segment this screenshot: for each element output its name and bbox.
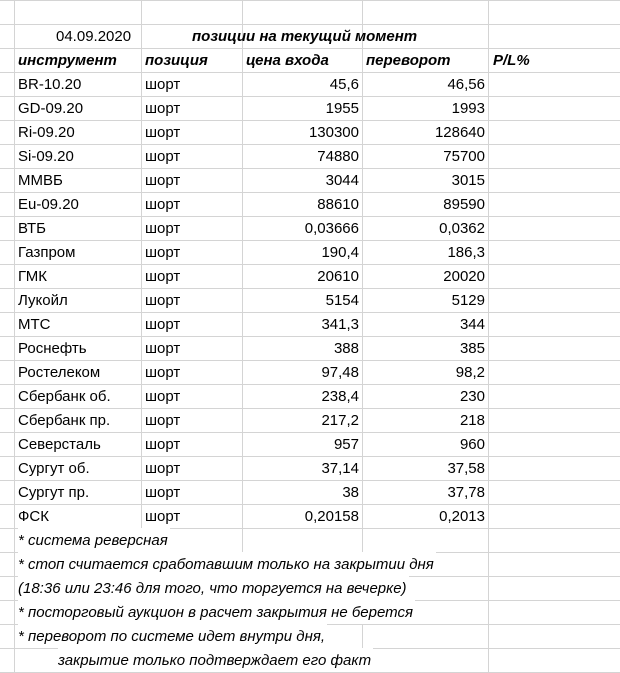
entry-price-cell[interactable]: 1955 [325, 100, 359, 117]
entry-price-cell[interactable]: 957 [333, 436, 359, 453]
header-position[interactable]: позиция [145, 52, 208, 69]
reversal-cell[interactable]: 218 [459, 412, 485, 429]
instrument-cell[interactable]: Сургут пр. [18, 484, 90, 501]
table-row [0, 384, 620, 408]
entry-price-cell[interactable]: 0,20158 [304, 508, 359, 525]
entry-price-cell[interactable]: 74880 [317, 148, 359, 165]
table-row [0, 408, 620, 432]
position-cell[interactable]: шорт [145, 196, 181, 213]
position-cell[interactable]: шорт [145, 244, 181, 261]
position-cell[interactable]: шорт [145, 484, 181, 501]
table-row [0, 192, 620, 216]
reversal-cell[interactable]: 46,56 [447, 76, 485, 93]
table-row [0, 168, 620, 192]
position-cell[interactable]: шорт [145, 76, 181, 93]
reversal-cell[interactable]: 1993 [451, 100, 485, 117]
position-cell[interactable]: шорт [145, 100, 181, 117]
table-row [0, 240, 620, 264]
table-row [0, 144, 620, 168]
instrument-cell[interactable]: Eu-09.20 [18, 196, 79, 213]
reversal-cell[interactable]: 3015 [451, 172, 485, 189]
entry-price-cell[interactable]: 190,4 [321, 244, 359, 261]
instrument-cell[interactable]: Si-09.20 [18, 148, 74, 165]
position-cell[interactable]: шорт [145, 124, 181, 141]
title-row [0, 24, 620, 48]
instrument-cell[interactable]: ММВБ [18, 172, 63, 189]
instrument-cell[interactable]: Газпром [18, 244, 76, 261]
table-row [0, 312, 620, 336]
instrument-cell[interactable]: Лукойл [18, 292, 68, 309]
table-row [0, 96, 620, 120]
reversal-cell[interactable]: 385 [459, 340, 485, 357]
reversal-cell[interactable]: 960 [459, 436, 485, 453]
table-row [0, 504, 620, 528]
reversal-cell[interactable]: 128640 [434, 124, 485, 141]
entry-price-cell[interactable]: 0,03666 [304, 220, 359, 237]
reversal-cell[interactable]: 20020 [443, 268, 485, 285]
entry-price-cell[interactable]: 20610 [317, 268, 359, 285]
table-row [0, 120, 620, 144]
note-line: * посторговый аукцион в расчет закрытия не берется [18, 600, 415, 624]
position-cell[interactable]: шорт [145, 388, 181, 405]
reversal-cell[interactable]: 37,78 [447, 484, 485, 501]
reversal-cell[interactable]: 186,3 [447, 244, 485, 261]
date-cell[interactable]: 04.09.2020 [56, 28, 132, 45]
sheet-title[interactable]: позиции на текущий момент [192, 28, 418, 45]
position-cell[interactable]: шорт [145, 148, 181, 165]
position-cell[interactable]: шорт [145, 340, 181, 357]
table-row [0, 72, 620, 96]
position-cell[interactable]: шорт [145, 412, 181, 429]
header-entry-price[interactable]: цена входа [246, 52, 329, 69]
reversal-cell[interactable]: 37,58 [447, 460, 485, 477]
instrument-cell[interactable]: BR-10.20 [18, 76, 82, 93]
note-line: * переворот по системе идет внутри дня, [18, 624, 327, 648]
reversal-cell[interactable]: 230 [459, 388, 485, 405]
reversal-cell[interactable]: 98,2 [455, 364, 485, 381]
header-instrument[interactable]: инструмент [18, 52, 117, 69]
position-cell[interactable]: шорт [145, 172, 181, 189]
position-cell[interactable]: шорт [145, 316, 181, 333]
reversal-cell[interactable]: 75700 [443, 148, 485, 165]
entry-price-cell[interactable]: 217,2 [321, 412, 359, 429]
note-line: закрытие только подтверждает его факт [58, 648, 373, 672]
entry-price-cell[interactable]: 88610 [317, 196, 359, 213]
table-row [0, 456, 620, 480]
note-line: (18:36 или 23:46 для того, что торгуется на вечерке) [18, 576, 409, 600]
entry-price-cell[interactable]: 3044 [325, 172, 359, 189]
table-row [0, 216, 620, 240]
header-row [0, 48, 620, 72]
table-row [0, 264, 620, 288]
position-cell[interactable]: шорт [145, 220, 181, 237]
position-cell[interactable]: шорт [145, 460, 181, 477]
header-reversal[interactable]: переворот [366, 52, 451, 69]
entry-price-cell[interactable]: 97,48 [321, 364, 359, 381]
note-line: * стоп считается сработавшим только на закрытии дня [18, 552, 436, 576]
reversal-cell[interactable]: 344 [459, 316, 485, 333]
table-row [0, 288, 620, 312]
instrument-cell[interactable]: Роснефть [18, 340, 87, 357]
reversal-cell[interactable]: 89590 [443, 196, 485, 213]
note-line: * система реверсная [18, 528, 170, 552]
instrument-cell[interactable]: МТС [18, 316, 51, 333]
instrument-cell[interactable]: Сургут об. [18, 460, 90, 477]
entry-price-cell[interactable]: 37,14 [321, 460, 359, 477]
table-row [0, 480, 620, 504]
entry-price-cell[interactable]: 341,3 [321, 316, 359, 333]
position-cell[interactable]: шорт [145, 364, 181, 381]
reversal-cell[interactable]: 0,0362 [439, 220, 485, 237]
position-cell[interactable]: шорт [145, 292, 181, 309]
header-pl[interactable]: P/L% [493, 52, 530, 69]
entry-price-cell[interactable]: 45,6 [329, 76, 359, 93]
instrument-cell[interactable]: Северсталь [18, 436, 101, 453]
instrument-cell[interactable]: ГМК [18, 268, 48, 285]
table-row [0, 336, 620, 360]
instrument-cell[interactable]: Сбербанк об. [18, 388, 111, 405]
instrument-cell[interactable]: Ростелеком [18, 364, 101, 381]
entry-price-cell[interactable]: 5154 [325, 292, 359, 309]
entry-price-cell[interactable]: 38 [342, 484, 359, 501]
instrument-cell[interactable]: GD-09.20 [18, 100, 84, 117]
instrument-cell[interactable]: Ri-09.20 [18, 124, 75, 141]
instrument-cell[interactable]: Сбербанк пр. [18, 412, 111, 429]
entry-price-cell[interactable]: 238,4 [321, 388, 359, 405]
position-cell[interactable]: шорт [145, 436, 181, 453]
instrument-cell[interactable]: ФСК [18, 508, 49, 525]
reversal-cell[interactable]: 5129 [451, 292, 485, 309]
instrument-cell[interactable]: ВТБ [18, 220, 47, 237]
entry-price-cell[interactable]: 388 [333, 340, 359, 357]
position-cell[interactable]: шорт [145, 508, 181, 525]
position-cell[interactable]: шорт [145, 268, 181, 285]
entry-price-cell[interactable]: 130300 [308, 124, 359, 141]
reversal-cell[interactable]: 0,2013 [439, 508, 485, 525]
table-row [0, 360, 620, 384]
table-row [0, 432, 620, 456]
